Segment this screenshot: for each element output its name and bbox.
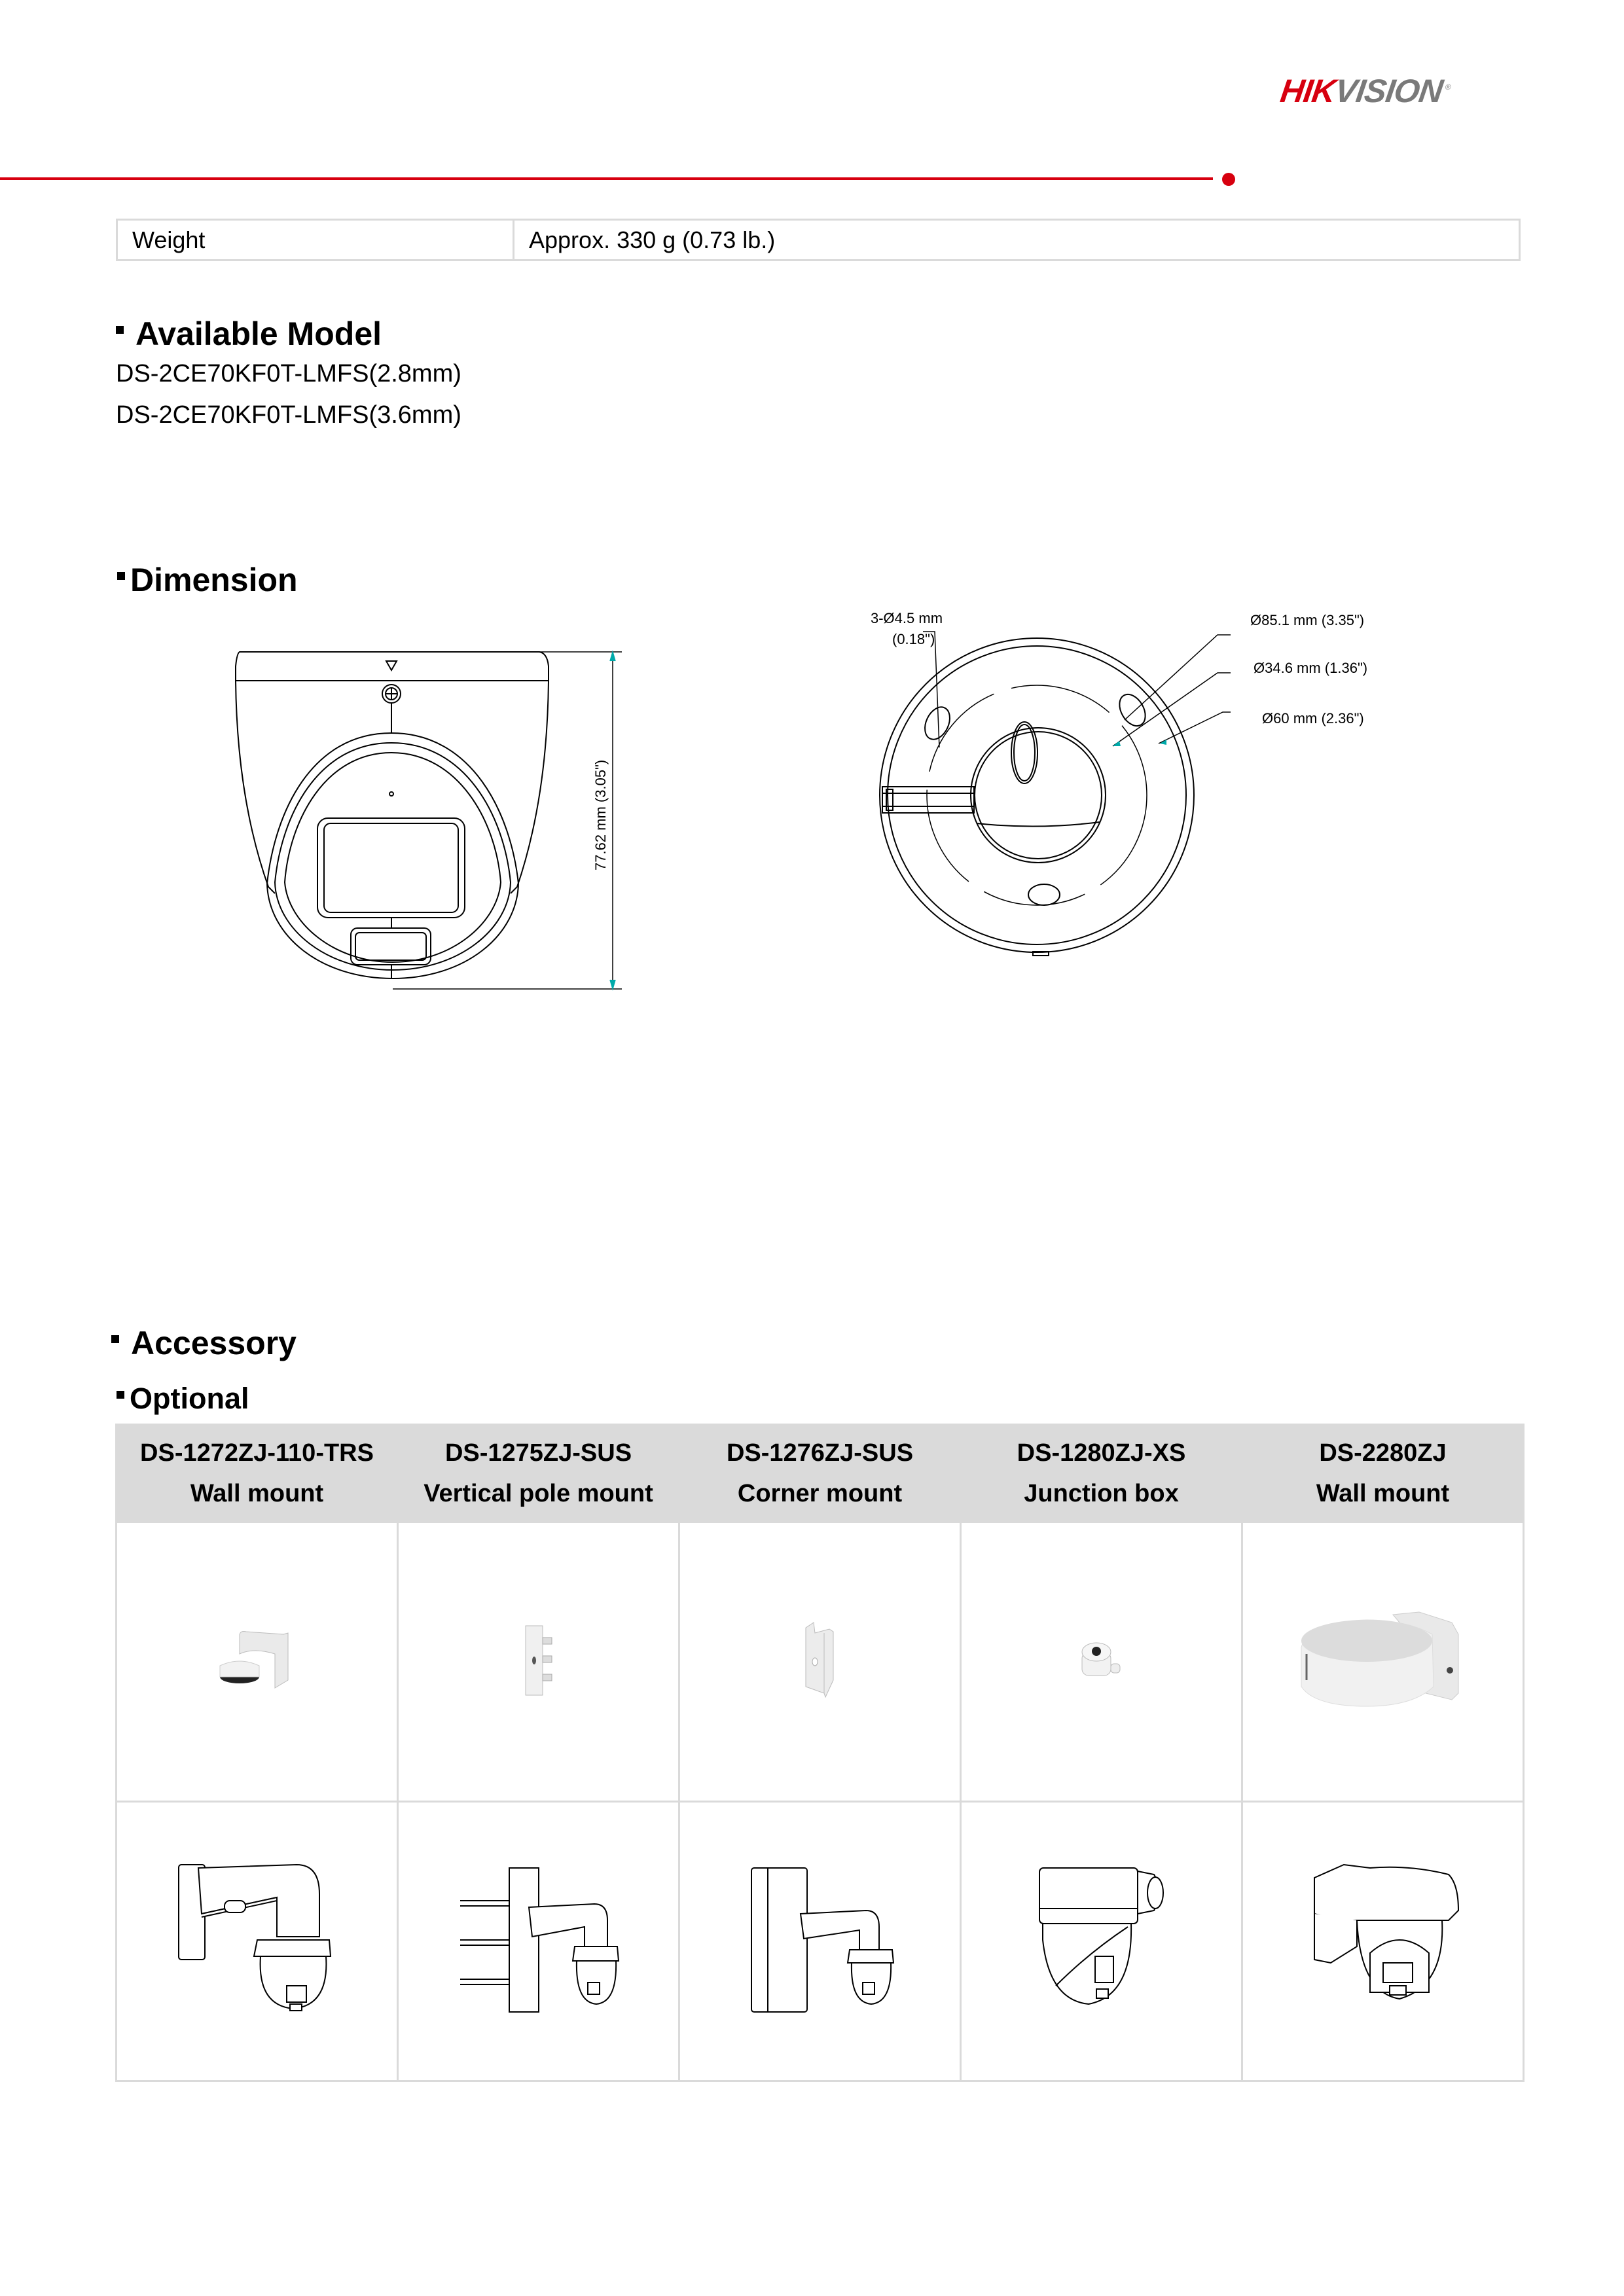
wall-mount-installed-drawing-icon bbox=[166, 1855, 349, 2025]
accessory-photo-cell bbox=[679, 1522, 961, 1802]
bullet-icon bbox=[117, 572, 125, 580]
header-divider-line bbox=[0, 177, 1213, 180]
hikvision-logo bbox=[1278, 75, 1452, 107]
mount-hole-label-2: (0.18") bbox=[892, 631, 935, 647]
accessory-header-row bbox=[117, 1425, 1524, 1522]
heading-text: Accessory bbox=[131, 1325, 297, 1361]
camera-base-view-drawing bbox=[772, 596, 1414, 962]
heading-text: Dimension bbox=[130, 562, 298, 598]
accessory-photo-cell bbox=[1242, 1522, 1524, 1802]
accessory-type: Wall mount bbox=[190, 1480, 324, 1507]
accessory-header-cell bbox=[679, 1425, 961, 1522]
section-heading-dimension bbox=[117, 560, 298, 600]
bullet-icon bbox=[117, 1391, 124, 1399]
section-heading-available-model bbox=[116, 314, 382, 353]
sub-heading-text: Optional bbox=[130, 1382, 249, 1415]
model-item: DS-2CE70KF0T-LMFS(3.6mm) bbox=[116, 401, 461, 429]
junction-box-installed-drawing-icon bbox=[1017, 1855, 1187, 2025]
accessory-header-cell bbox=[398, 1425, 679, 1522]
accessory-type: Vertical pole mount bbox=[424, 1480, 653, 1507]
pole-mount-installed-drawing-icon bbox=[454, 1855, 624, 2025]
wall-mount-box-icon bbox=[1295, 1608, 1471, 1713]
section-heading-accessory bbox=[111, 1323, 297, 1363]
header-divider-dot bbox=[1222, 173, 1235, 186]
corner-mount-installed-drawing-icon bbox=[735, 1855, 905, 2025]
accessory-photo-cell bbox=[117, 1522, 398, 1802]
accessory-model: DS-1272ZJ-110-TRS bbox=[140, 1439, 374, 1467]
accessory-model: DS-1276ZJ-SUS bbox=[726, 1439, 914, 1467]
mid-diameter-label: Ø60 mm (2.36") bbox=[1262, 710, 1364, 726]
accessory-drawing-cell bbox=[1242, 1802, 1524, 2081]
camera-front-view-drawing bbox=[223, 635, 641, 1001]
accessory-photo-row bbox=[117, 1522, 1524, 1802]
inner-diameter-label: Ø34.6 mm (1.36") bbox=[1254, 660, 1368, 676]
accessory-type: Junction box bbox=[1024, 1480, 1179, 1507]
height-dimension-label: 77.62 mm (3.05") bbox=[592, 759, 609, 870]
sub-heading-optional bbox=[117, 1381, 249, 1416]
accessory-type: Wall mount bbox=[1316, 1480, 1450, 1507]
accessory-model: DS-1280ZJ-XS bbox=[1017, 1439, 1186, 1467]
spec-table-row-weight bbox=[116, 219, 1521, 261]
accessory-header-cell bbox=[117, 1425, 398, 1522]
corner-mount-bracket-icon bbox=[801, 1621, 840, 1700]
wall-mount-box-installed-drawing-icon bbox=[1298, 1855, 1468, 2025]
mount-hole-label-1: 3-Ø4.5 mm bbox=[871, 610, 943, 626]
accessory-photo-cell bbox=[961, 1522, 1242, 1802]
heading-text: Available Model bbox=[135, 315, 382, 352]
accessory-model: DS-2280ZJ bbox=[1319, 1439, 1447, 1467]
accessory-model: DS-1275ZJ-SUS bbox=[444, 1439, 632, 1467]
spec-value: Approx. 330 g (0.73 lb.) bbox=[529, 226, 776, 253]
pole-mount-plate-icon bbox=[519, 1624, 558, 1696]
outer-diameter-label: Ø85.1 mm (3.35") bbox=[1250, 612, 1365, 628]
accessory-photo-cell bbox=[398, 1522, 679, 1802]
accessory-header-cell bbox=[961, 1425, 1242, 1522]
bullet-icon bbox=[116, 326, 124, 334]
bullet-icon bbox=[111, 1335, 119, 1343]
accessory-type: Corner mount bbox=[737, 1480, 903, 1507]
wall-mount-bracket-icon bbox=[215, 1628, 300, 1693]
accessory-drawing-cell bbox=[961, 1802, 1242, 2081]
spec-label: Weight bbox=[118, 221, 514, 259]
accessory-table bbox=[115, 1424, 1525, 2082]
accessory-drawing-cell bbox=[398, 1802, 679, 2081]
logo-vision-text: VISION bbox=[1332, 73, 1445, 109]
accessory-header-cell bbox=[1242, 1425, 1524, 1522]
junction-box-icon bbox=[1075, 1638, 1128, 1683]
registered-mark: ® bbox=[1444, 82, 1451, 92]
accessory-drawing-cell bbox=[117, 1802, 398, 2081]
accessory-drawing-cell bbox=[679, 1802, 961, 2081]
accessory-drawing-row bbox=[117, 1802, 1524, 2081]
logo-hik-text: HIK bbox=[1278, 73, 1338, 109]
model-item: DS-2CE70KF0T-LMFS(2.8mm) bbox=[116, 360, 461, 387]
